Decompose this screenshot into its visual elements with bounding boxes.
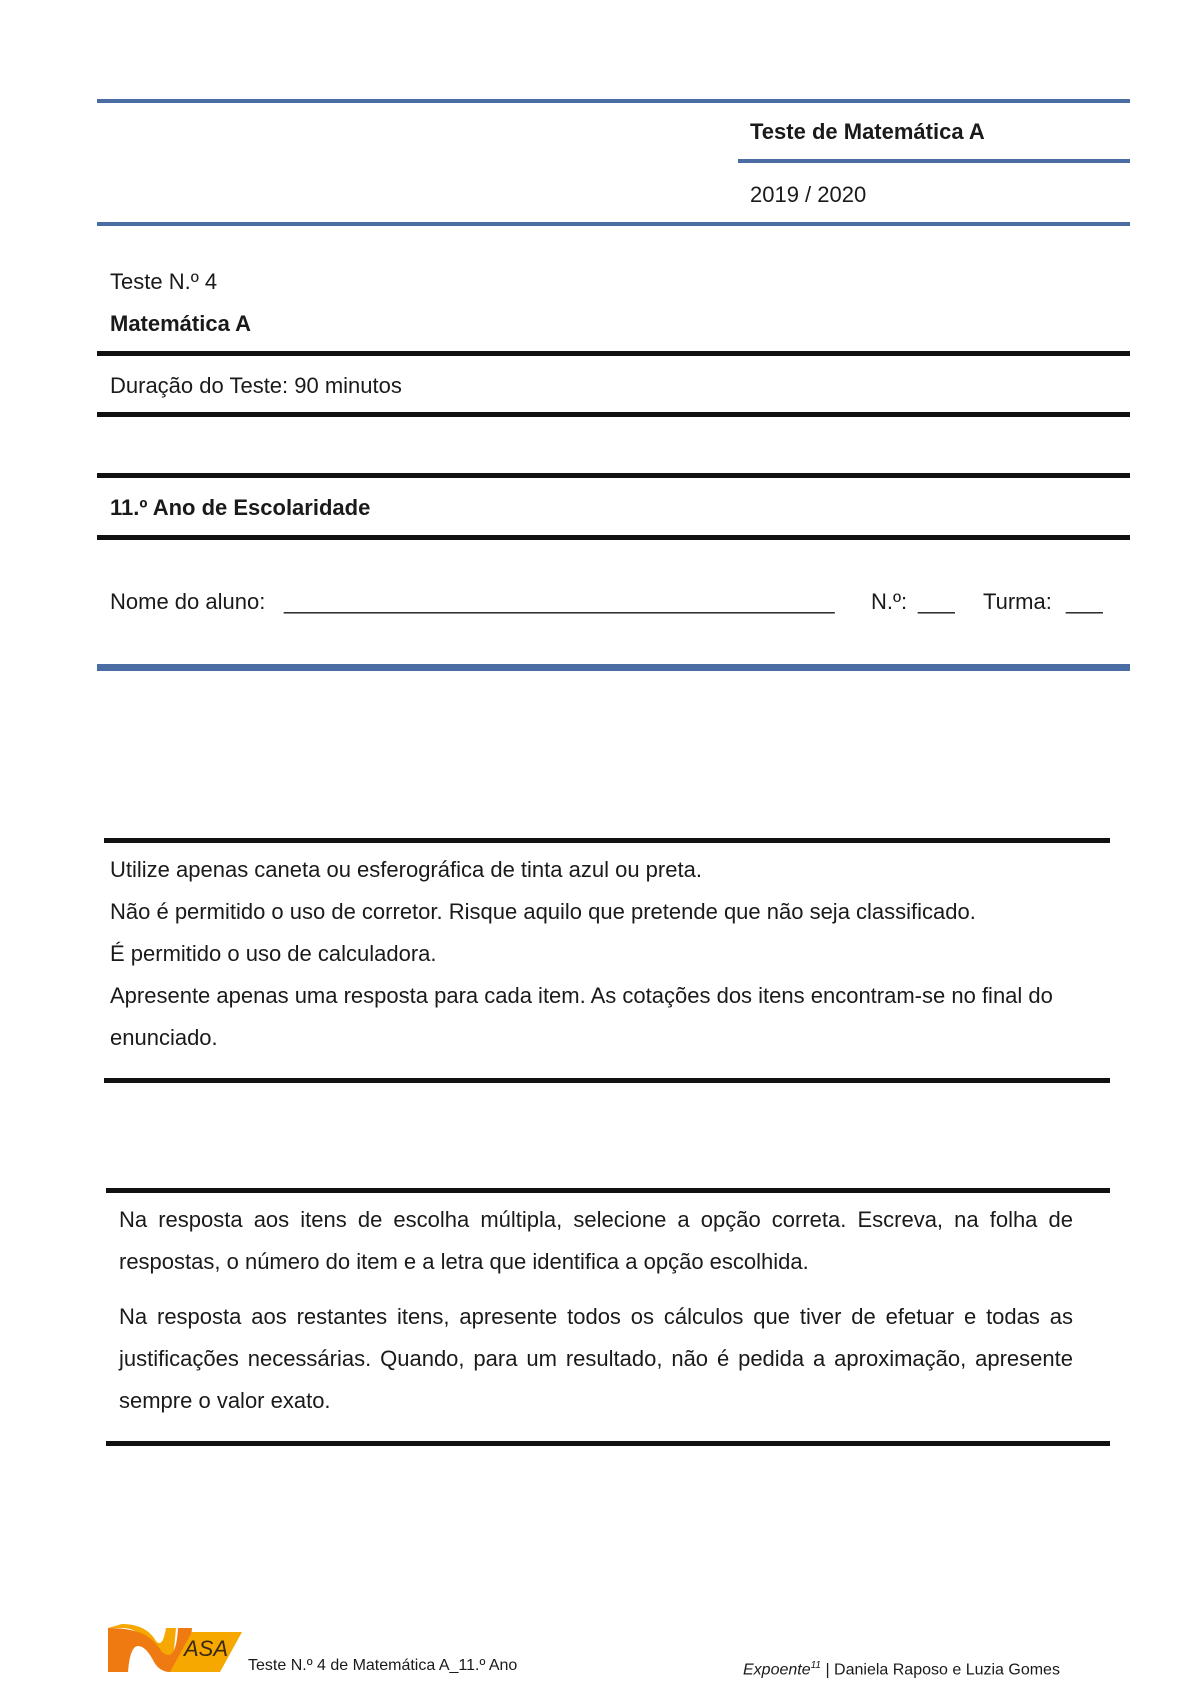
- header-mid-rule: [738, 159, 1130, 163]
- footer-credits: [743, 1656, 1060, 1680]
- test-duration: Duração do Teste: 90 minutos: [110, 373, 402, 398]
- duration-rule: [97, 412, 1130, 417]
- instructions-bottom-rule: [104, 1078, 1110, 1083]
- footer-authors: | Daniela Raposo e Luzia Gomes: [821, 1661, 1060, 1679]
- answer-rules-top-rule: [106, 1188, 1110, 1193]
- grade-top-rule: [97, 473, 1130, 478]
- answer-rules-bottom-rule: [106, 1441, 1110, 1446]
- header-test-title: Teste de Matemática A: [750, 119, 985, 144]
- student-number-field[interactable]: ___: [918, 589, 955, 614]
- footer-brand-superscript: 11: [810, 1660, 821, 1671]
- instructions-box: [110, 849, 1080, 1059]
- header-top-rule: [97, 99, 1130, 103]
- asa-logo-text: ASA: [184, 1636, 229, 1661]
- answer-rules-para2: Na resposta aos restantes itens, apresente todos os cálculos que tiver de efetuar e todas as justificações necessárias. Quando, para um resultado, não é pedida a aproximação, apresente sempre o valor exato.: [119, 1304, 1073, 1413]
- student-name-label: Nome do aluno:: [110, 589, 266, 614]
- header-bottom-rule: [97, 222, 1130, 226]
- footer-brand: Expoente: [743, 1661, 811, 1679]
- instruction-corrector: Não é permitido o uso de corretor. Risque aquilo que pretende que não seja classificado.: [110, 899, 976, 924]
- asa-logo: [108, 1624, 248, 1676]
- instruction-pen: Utilize apenas caneta ou esferográfica de tinta azul ou preta.: [110, 857, 702, 882]
- footer-test-title: Teste N.º 4 de Matemática A_11.º Ano: [248, 1657, 518, 1674]
- grade-bottom-rule: [97, 535, 1130, 540]
- student-number-label: N.º:: [871, 589, 908, 614]
- student-name-field[interactable]: _____________________________________________: [284, 589, 835, 614]
- instruction-calculator: É permitido o uso de calculadora.: [110, 941, 437, 966]
- test-number: Teste N.º 4: [110, 269, 218, 294]
- subject-title: Matemática A: [110, 311, 252, 336]
- answer-rules-para1: Na resposta aos itens de escolha múltipla, selecione a opção correta. Escreva, na folha de respostas, o número do item e a letra que identifica a opção escolhida.: [119, 1207, 1073, 1274]
- grade-level: 11.º Ano de Escolaridade: [110, 495, 371, 520]
- subject-rule: [97, 351, 1130, 356]
- instruction-one-answer: Apresente apenas uma resposta para cada item. As cotações dos itens encontram-se no final do enunciado.: [110, 983, 1053, 1050]
- student-class-label: Turma:: [983, 589, 1052, 614]
- header-school-year: 2019 / 2020: [750, 182, 867, 207]
- student-class-field[interactable]: ___: [1066, 589, 1103, 614]
- cover-bottom-rule: [97, 664, 1130, 671]
- instructions-top-rule: [104, 838, 1110, 843]
